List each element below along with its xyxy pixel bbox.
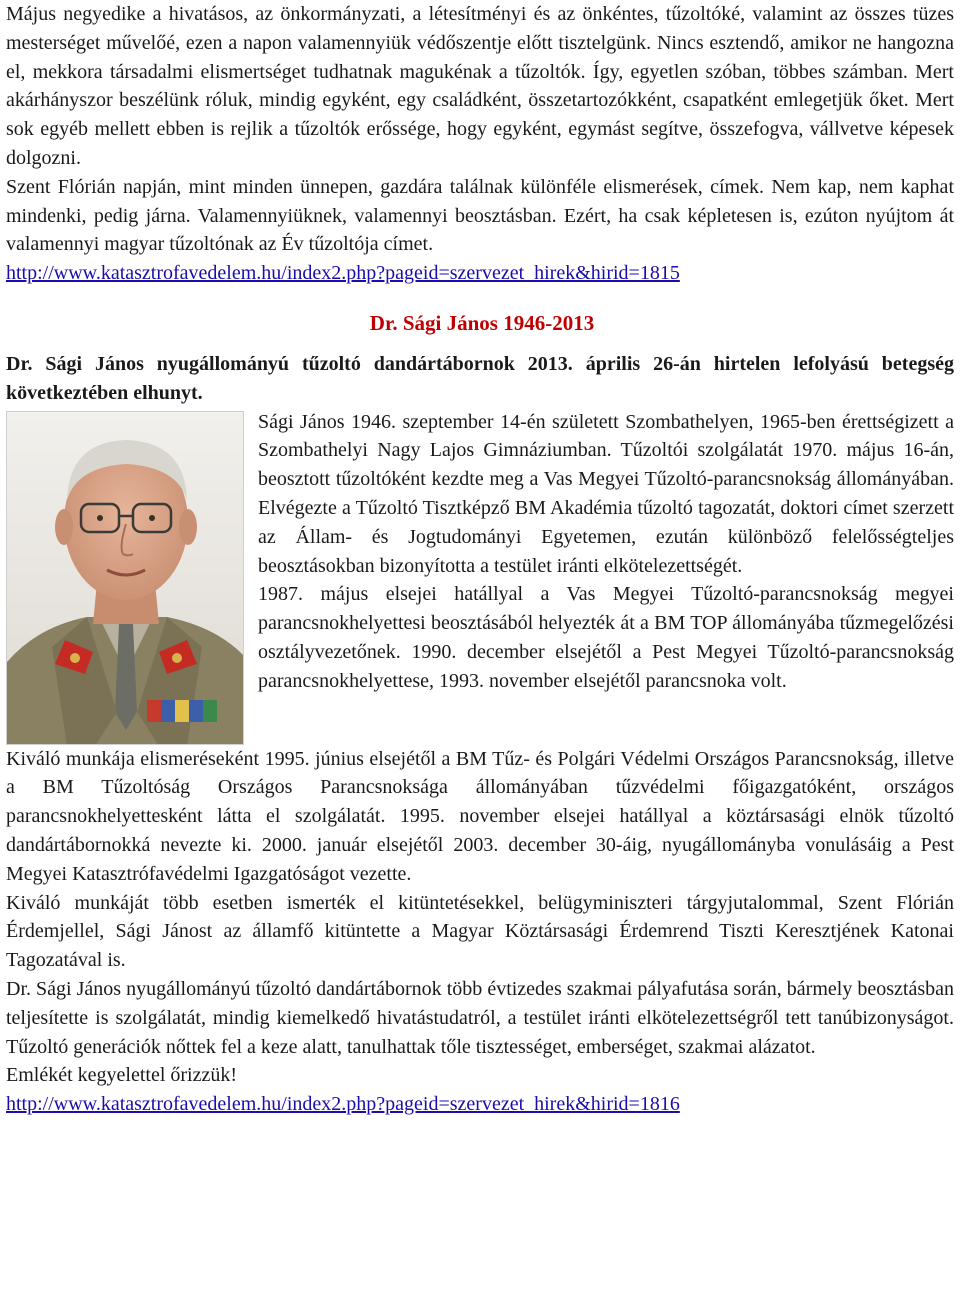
biography-paragraph-5: Dr. Sági János nyugállományú tűzoltó dandártábornok több évtizedes szakmai pályafutása során, bármely beosztásban teljesítette is szolgálatát, mindig kiemelkedő hivatástudatról, a testület iránti elkötelezettségről tett tanúbizonyságot. Tűzoltó generációk nőttek fel a keze alatt, tanulhattak tőle tisztességet, emberséget, szakmai alázatot. [6,977,954,1058]
source-link-1[interactable]: http://www.katasztrofavedelem.hu/index2.php?pageid=szervezet_hirek&hirid=1815 [6,262,680,285]
biography-paragraph-4: Kiváló munkáját több esetben ismerték el kitüntetésekkel, belügyminiszteri tárgyjutalommal, Szent Flórián Érdemjellel, Sági Jánost az államfő kitüntette a Magyar Köztársasági Érdemrend Tiszti Keresztjének Katonai Tagozatával is. [6,891,954,972]
intro-paragraph-2: Szent Flórián napján, mint minden ünnepen, gazdára találnak különféle elismerések, címek. Nem kap, nem kaphat mindenki, pedig járna. Valamennyiüknek, valamennyi beosztásban. Ezért, ha csak képletesen is, ezúton nyújtom át valamennyi magyar tűzoltónak az Év tűzoltója címet. [6,175,954,256]
intro-paragraph-1: Május negyedike a hivatásos, az önkormányzati, a létesítményi és az önkéntes, tűzoltóké, valamint az összes tüzes mesterséget művelőé, ezen a napon valamennyiük védőszentje előtt tisztelgünk. Nincs esztendő, amikor ne hangozna el, mekkora társadalmi elismertséget tudhatnak magukénak a tűzoltók. Így, egyetlen szóban, többes számban. Mert akárhányszor beszélünk róluk, mindig egyként, egy családként, összetartozókként, csapatként emlegetjük őket. Mert sok egyéb mellett ebben is rejlik a tűzoltók erőssége, hogy egyként, egymást segítve, összefogva, vállvetve képesek dolgozni. [6,3,954,169]
portrait-photo [6,411,244,745]
obituary-title: Dr. Sági János 1946-2013 [369,310,595,335]
biography-paragraph-2: 1987. május elsejei hatállyal a Vas Megyei Tűzoltó-parancsnokság megyei parancsnokhelyettesi beosztásából helyezték át a BM TOP állományába tűzmegelőzési osztályvezetőnek. 1990. december elsejétől a Pest Megyei Tűzoltó-parancsnokság parancsnokhelyettese, 1993. november elsejétől parancsnoka volt. [258,583,954,692]
obituary-lead: Dr. Sági János nyugállományú tűzoltó dandártábornok 2013. április 26-án hirtelen lefolyású betegség következtében elhunyt. [6,352,954,404]
closing-line: Emlékét kegyelettel őrizzük! [6,1064,238,1087]
source-link-2[interactable]: http://www.katasztrofavedelem.hu/index2.php?pageid=szervezet_hirek&hirid=1816 [6,1093,680,1116]
biography [6,408,954,745]
biography-paragraph-1: Sági János 1946. szeptember 14-én született Szombathelyen, 1965-ben érettségizett a Szombathelyi Nagy Lajos Gimnáziumban. Tűzoltói szolgálatát 1970. május 16-án, beosztott tűzoltóként kezdte meg a Vas Megyei Tűzoltó-parancsnokság állományában. Elvégezte a Tűzoltó Tisztképző BM Akadémia tűzoltó tagozatát, doktori címet szerzett az Állam- és Jogtudományi Egyetemen, ezután különböző felelősségteljes beosztásokban bizonyította a testület iránti elkötelezettségét. [258,410,954,577]
biography-paragraph-3: Kiváló munkája elismeréseként 1995. június elsejétől a BM Tűz- és Polgári Védelmi Országos Parancsnokság, illetve a BM Tűzoltóság Országos Parancsnoksága állományában tűzvédelmi főigazgatóként, országos parancsnokhelyettesként látta el szolgálatát. 1995. november elsejei hatállyal a köztársasági elnök tűzoltó dandártábornokká nevezte ki. 2000. január elsejétől 2003. december 30-áig, nyugállományba vonulásáig a Pest Megyei Katasztrófavédelmi Igazgatóságot vezette. [6,747,954,885]
